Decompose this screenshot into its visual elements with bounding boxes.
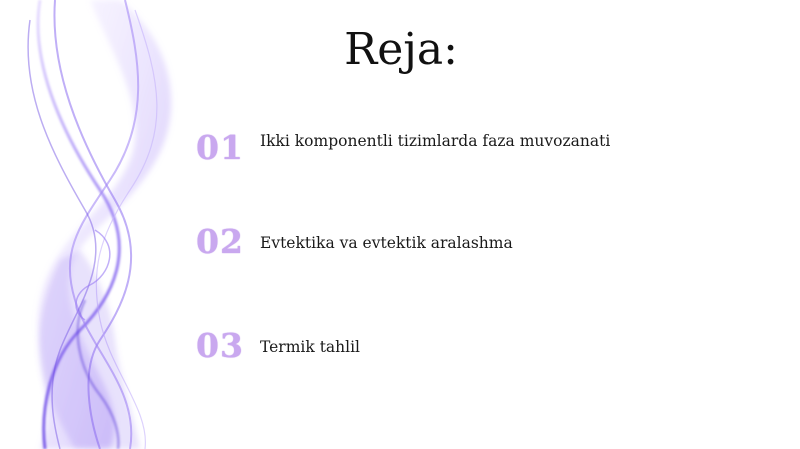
slide-title: Reja: <box>344 24 458 75</box>
agenda-item-text: Termik tahlil <box>260 338 361 356</box>
agenda-item-text: Evtektika va evtektik aralashma <box>260 234 513 252</box>
agenda-item <box>196 326 756 376</box>
agenda-item-number: 01 <box>196 128 244 167</box>
agenda-item-number: 02 <box>196 222 244 261</box>
agenda-item-number: 03 <box>196 326 244 365</box>
agenda-item <box>196 222 756 272</box>
agenda-item <box>196 128 756 178</box>
agenda-item-text: Ikki komponentli tizimlarda faza muvozanati <box>260 132 611 150</box>
